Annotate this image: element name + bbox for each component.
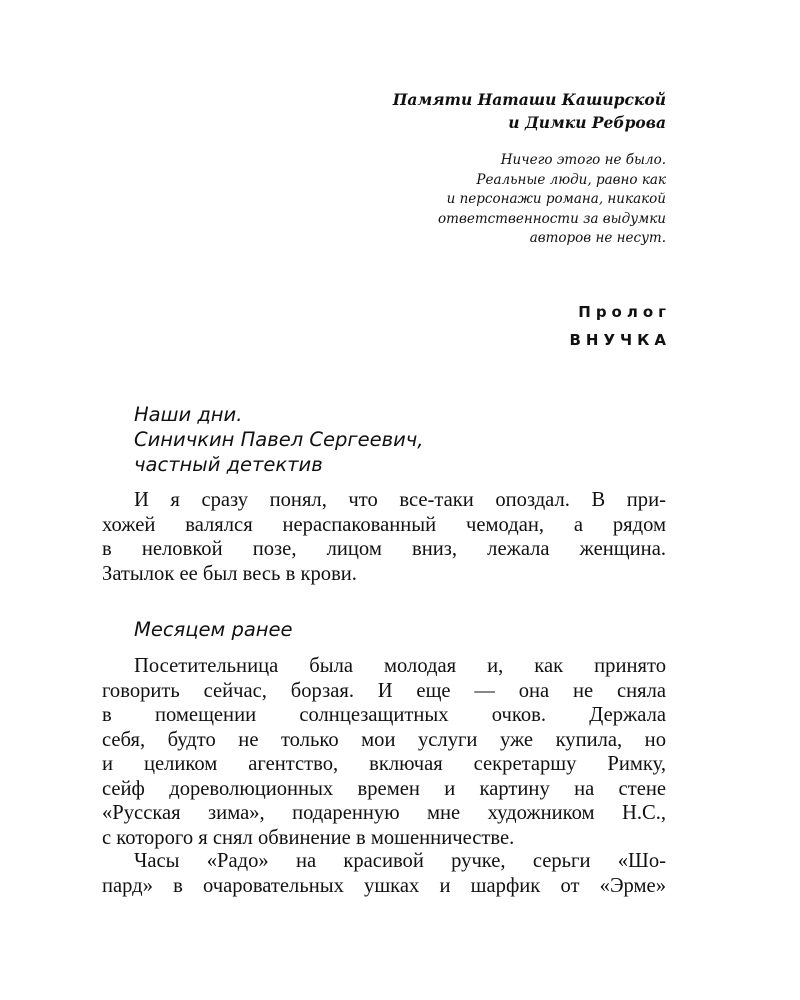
paragraph-line: и целиком агентство, включая секретаршу Римку, xyxy=(102,753,666,775)
section-heading xyxy=(134,617,293,642)
dedication-line: Памяти Наташи Каширской xyxy=(392,90,666,109)
dedication xyxy=(393,88,666,134)
epigraph xyxy=(438,151,666,249)
dedication-line: и Димки Реброва xyxy=(508,113,666,132)
section-heading-line: Наши дни. xyxy=(134,403,243,426)
paragraph-line: Затылок ее был весь в крови. xyxy=(102,562,357,585)
chapter-title: ВНУЧКА xyxy=(569,331,671,349)
paragraph-line: себя, будто не только мои услуги уже купила, но xyxy=(102,728,666,751)
paragraph xyxy=(102,654,666,850)
paragraph-line: И я сразу понял, что все-таки опоздал. В при- xyxy=(134,489,666,511)
paragraph-line: в помещении солнцезащитных очков. Держала xyxy=(102,704,666,726)
paragraph xyxy=(102,849,666,898)
paragraph-line: хожей валялся нераспакованный чемодан, а рядом xyxy=(102,513,666,536)
paragraph xyxy=(102,488,666,586)
paragraph-line: с которого я снял обвинение в мошенничестве. xyxy=(102,826,515,849)
epigraph-line: и персонажи романа, никакой xyxy=(446,191,666,207)
epigraph-line: авторов не несут. xyxy=(529,230,666,246)
chapter-label: Пролог xyxy=(578,303,671,321)
paragraph-line: говорить сейчас, борзая. И еще — она не сняла xyxy=(102,679,666,702)
paragraph-line: сейф дореволюционных времен и картину на стене xyxy=(102,777,666,800)
epigraph-line: ответственности за выдумки xyxy=(438,210,666,227)
epigraph-line: Реальные люди, равно как xyxy=(476,171,666,188)
section-heading-line: Месяцем ранее xyxy=(134,618,293,641)
paragraph-line: «Русская зима», подаренную мне художником Н.С., xyxy=(102,802,666,824)
chapter-heading xyxy=(569,298,671,354)
paragraph-line: Посетительница была молодая и, как принято xyxy=(134,655,666,677)
section-heading-line: частный детектив xyxy=(134,453,323,476)
section-heading xyxy=(134,402,424,477)
paragraph-line: пард» в очаровательных ушках и шарфик от «Эрме» xyxy=(102,874,666,897)
section-heading-line: Синичкин Павел Сергеевич, xyxy=(134,428,424,451)
epigraph-line: Ничего этого не было. xyxy=(500,152,666,168)
paragraph-line: Часы «Радо» на красивой ручке, серьги «Шо- xyxy=(134,850,666,872)
paragraph-line: в неловкой позе, лицом вниз, лежала женщина. xyxy=(102,538,666,560)
